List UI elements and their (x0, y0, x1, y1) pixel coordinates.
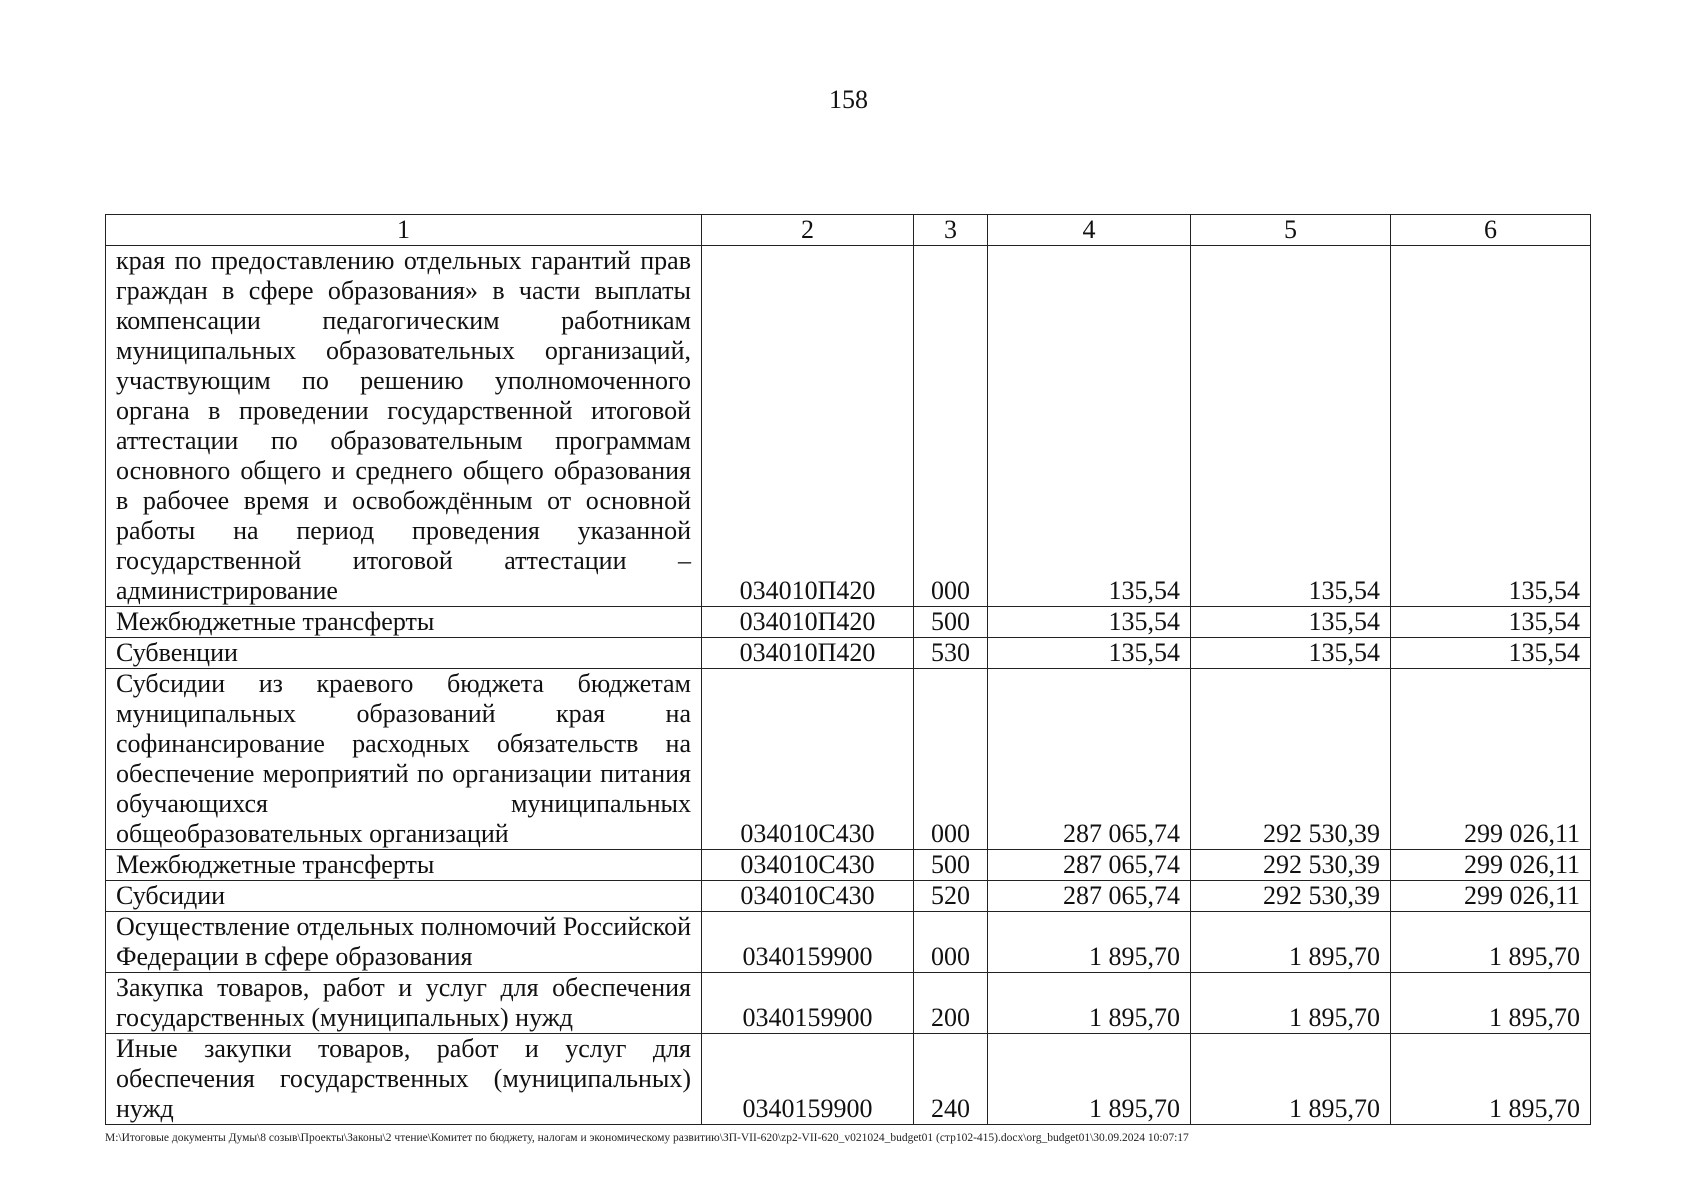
row-name: края по предоставлению отдельных гарантий прав граждан в сфере образования» в части выплаты компенсации педагогическим работникам муниципальных образовательных организаций, участвующим по решению уполномоченного органа в проведении государственной итоговой аттестации по образовательным программам основного общего и среднего общего образования в рабочее время и освобождённым от основной работы на период проведения указанной государственной итоговой аттестации – администрирование (106, 246, 702, 607)
row-target-code: 0340159900 (702, 1034, 914, 1125)
row-expense-kind: 240 (914, 1034, 988, 1125)
row-name: Иные закупки товаров, работ и услуг для обеспечения государственных (муниципальных) нужд (106, 1034, 702, 1125)
row-name: Субвенции (106, 638, 702, 669)
header-col-5: 5 (1191, 215, 1391, 246)
row-value-col4: 1 895,70 (988, 1034, 1191, 1125)
row-name: Межбюджетные трансферты (106, 850, 702, 881)
row-name: Межбюджетные трансферты (106, 607, 702, 638)
row-value-col5: 292 530,39 (1191, 669, 1391, 850)
row-expense-kind: 530 (914, 638, 988, 669)
table-row (106, 973, 1591, 1034)
document-file-path: M:\Итоговые документы Думы\8 созыв\Проекты\Законы\2 чтение\Комитет по бюджету, налогам и экономическому развитию\ЗП-VII-620\zp2-VII-620_v021024_budget01 (стр102-415).docx\org_budget01\30.09.2024 10:07:17 (105, 1132, 1189, 1144)
row-expense-kind: 000 (914, 912, 988, 973)
row-target-code: 034010С430 (702, 850, 914, 881)
row-value-col4: 1 895,70 (988, 912, 1191, 973)
header-col-3: 3 (914, 215, 988, 246)
table-row (106, 850, 1591, 881)
row-value-col6: 299 026,11 (1391, 881, 1591, 912)
row-name: Субсидии из краевого бюджета бюджетам муниципальных образований края на софинансирование расходных обязательств на обеспечение мероприятий по организации питания обучающихся муниципальных общеобразовательных организаций (106, 669, 702, 850)
row-expense-kind: 000 (914, 669, 988, 850)
row-value-col6: 135,54 (1391, 638, 1591, 669)
header-col-1: 1 (106, 215, 702, 246)
row-value-col6: 1 895,70 (1391, 912, 1591, 973)
row-value-col5: 1 895,70 (1191, 973, 1391, 1034)
page-number: 158 (829, 85, 868, 114)
row-target-code: 034010П420 (702, 607, 914, 638)
row-value-col4: 287 065,74 (988, 881, 1191, 912)
budget-table (105, 214, 1591, 1125)
row-value-col6: 1 895,70 (1391, 973, 1591, 1034)
table-row (106, 912, 1591, 973)
row-expense-kind: 500 (914, 850, 988, 881)
table-row (106, 246, 1591, 607)
row-target-code: 0340159900 (702, 912, 914, 973)
header-col-4: 4 (988, 215, 1191, 246)
row-value-col6: 135,54 (1391, 607, 1591, 638)
table-row (106, 607, 1591, 638)
header-col-6: 6 (1391, 215, 1591, 246)
row-value-col4: 135,54 (988, 607, 1191, 638)
row-expense-kind: 200 (914, 973, 988, 1034)
table-row (106, 881, 1591, 912)
row-value-col4: 135,54 (988, 246, 1191, 607)
row-value-col5: 1 895,70 (1191, 1034, 1391, 1125)
row-expense-kind: 500 (914, 607, 988, 638)
row-target-code: 034010П420 (702, 246, 914, 607)
row-value-col5: 292 530,39 (1191, 850, 1391, 881)
header-row (106, 215, 1591, 246)
row-expense-kind: 520 (914, 881, 988, 912)
row-value-col4: 287 065,74 (988, 850, 1191, 881)
row-value-col4: 135,54 (988, 638, 1191, 669)
row-target-code: 0340159900 (702, 973, 914, 1034)
row-value-col5: 292 530,39 (1191, 881, 1391, 912)
row-name: Субсидии (106, 881, 702, 912)
header-col-2: 2 (702, 215, 914, 246)
row-target-code: 034010П420 (702, 638, 914, 669)
row-value-col4: 287 065,74 (988, 669, 1191, 850)
row-target-code: 034010С430 (702, 669, 914, 850)
row-target-code: 034010С430 (702, 881, 914, 912)
row-value-col6: 135,54 (1391, 246, 1591, 607)
row-value-col4: 1 895,70 (988, 973, 1191, 1034)
row-value-col5: 135,54 (1191, 246, 1391, 607)
row-name: Закупка товаров, работ и услуг для обеспечения государственных (муниципальных) нужд (106, 973, 702, 1034)
row-value-col5: 135,54 (1191, 638, 1391, 669)
row-value-col5: 1 895,70 (1191, 912, 1391, 973)
row-value-col6: 299 026,11 (1391, 669, 1591, 850)
row-value-col6: 1 895,70 (1391, 1034, 1591, 1125)
row-name: Осуществление отдельных полномочий Российской Федерации в сфере образования (106, 912, 702, 973)
row-value-col6: 299 026,11 (1391, 850, 1591, 881)
row-value-col5: 135,54 (1191, 607, 1391, 638)
table-row (106, 1034, 1591, 1125)
row-expense-kind: 000 (914, 246, 988, 607)
table-row (106, 638, 1591, 669)
table-row (106, 669, 1591, 850)
